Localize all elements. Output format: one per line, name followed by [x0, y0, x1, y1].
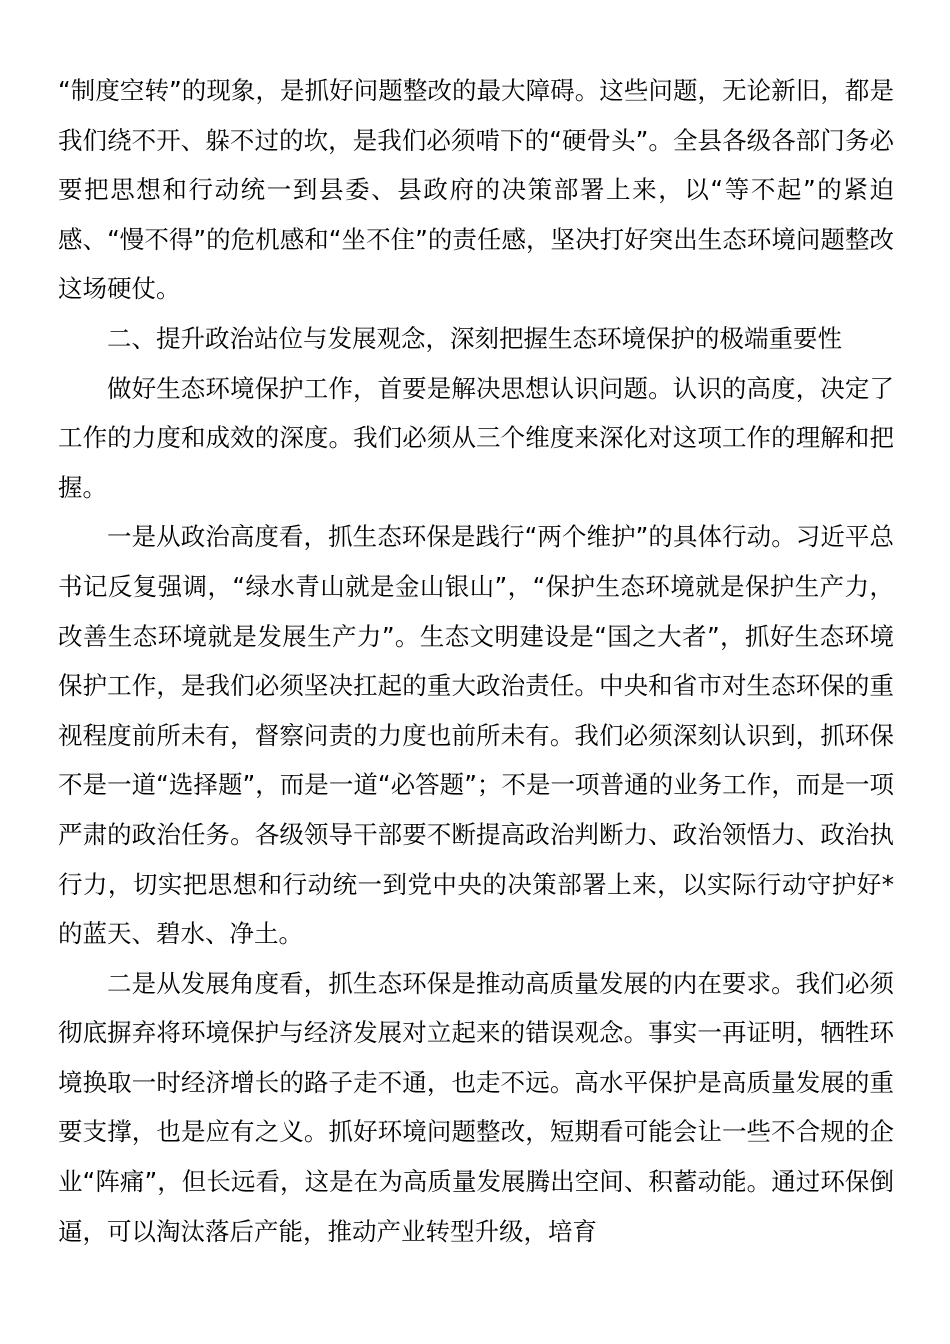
paragraph-development-view: 二是从发展角度看，抓生态环保是推动高质量发展的内在要求。我们必须彻底摒弃将环境保护与经济发展对立起来的错误观念。事实一再证明，牺牲环境换取一时经济增长的路子走不通，也走不远。高水平保护是高质量发展的重要支撑，也是应有之义。抓好环境问题整改，短期看可能会让一些不合规的企业“阵痛”，但长远看，这是在为高质量发展腾出空间、积蓄动能。通过环保倒逼，可以淘汰落后产能，推动产业转型升级，培育 [58, 968, 894, 1246]
document-page [58, 66, 894, 1256]
paragraph-continuation: “制度空转”的现象，是抓好问题整改的最大障碍。这些问题，无论新旧，都是我们绕不开、躲不过的坎，是我们必须啃下的“硬骨头”。全县各级各部门务必要把思想和行动统一到县委、县政府的决策部署上来，以“等不起”的紧迫感、“慢不得”的危机感和“坐不住”的责任感，坚决打好突出生态环境问题整改这场硬仗。 [58, 76, 894, 304]
paragraph-intro: 做好生态环境保护工作，首要是解决思想认识问题。认识的高度，决定了工作的力度和成效的深度。我们必须从三个维度来深化对这项工作的理解和把握。 [58, 373, 894, 502]
paragraph-political-view: 一是从政治高度看，抓生态环保是践行“两个维护”的具体行动。习近平总书记反复强调，“绿水青山就是金山银山”，“保护生态环境就是保护生产力，改善生态环境就是发展生产力”。生态文明建设是“国之大者”，抓好生态环境保护工作，是我们必须坚决扛起的重大政治责任。中央和省市对生态环保的重视程度前所未有，督察问责的力度也前所未有。我们必须深刻认识到，抓环保不是一道“选择题”，而是一道“必答题”；不是一项普通的业务工作，而是一项严肃的政治任务。各级领导干部要不断提高政治判断力、政治领悟力、政治执行力，切实把思想和行动统一到党中央的决策部署上来，以实际行动守护好*的蓝天、碧水、净土。 [58, 522, 894, 949]
section-heading: 二、提升政治站位与发展观念，深刻把握生态环境保护的极端重要性 [107, 323, 842, 353]
